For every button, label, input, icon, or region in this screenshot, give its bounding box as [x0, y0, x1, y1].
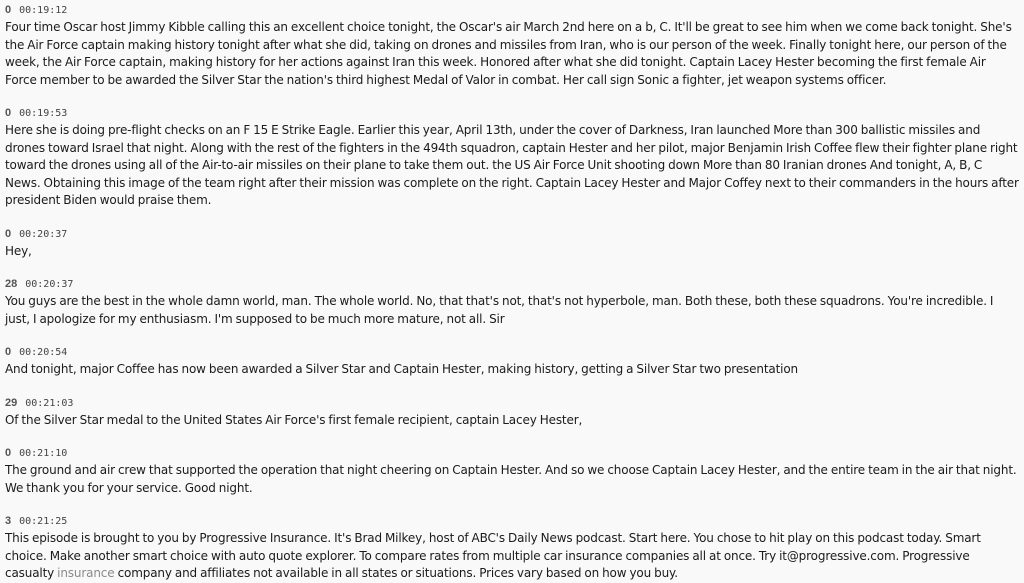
timestamp[interactable]: 00:20:54	[19, 347, 68, 358]
segment-meta	[5, 513, 1019, 530]
segment-text[interactable]: You guys are the best in the whole damn world, man. The whole world. No, that that's not, that's not hyperbole, man. Both these, both these squadrons. You're incredible. I just, I apologize for my enthusiasm. I'm supposed to be much more mature, not all. Sir	[5, 294, 994, 326]
timestamp[interactable]: 00:20:37	[25, 279, 74, 290]
transcript-segment	[5, 445, 1019, 497]
segment-meta	[5, 344, 1019, 361]
segment-meta	[5, 276, 1019, 293]
segment-text-part: company and affiliates not available in all states or situations. Prices vary based on how you buy.	[114, 566, 678, 580]
segment-text[interactable]: The ground and air crew that supported the operation that night cheering on Captain Hester. And so we choose Captain Lacey Hester, and the entire team in the air that night. We thank you for your service. Good night.	[5, 463, 1017, 495]
segment-meta	[5, 2, 1019, 19]
segment-text-part: This episode is brought to you by Progressive Insurance. It's Brad Milkey, host of ABC's Daily News podcast. Start here. You chose to hit play on this podcast today. Smart choice. Make another smart choice with auto quote explorer. To compare rates from multiple car insurance companies all at once. Try it@progressive.com. Progressive casualty	[5, 531, 981, 580]
timestamp[interactable]: 00:21:10	[19, 448, 68, 459]
timestamp[interactable]: 00:19:12	[19, 5, 68, 16]
transcript-segment	[5, 2, 1019, 89]
speaker-label[interactable]: 0	[5, 4, 12, 16]
segment-text[interactable]: Hey,	[5, 243, 32, 258]
speaker-label[interactable]: 28	[5, 278, 18, 290]
speaker-label[interactable]: 0	[5, 346, 12, 358]
timestamp[interactable]: 00:19:53	[19, 108, 68, 119]
transcript-segment	[5, 344, 1019, 379]
segment-meta	[5, 395, 1019, 412]
timestamp[interactable]: 00:21:03	[25, 397, 74, 409]
transcript-segment	[5, 276, 1019, 328]
transcript-segment	[5, 105, 1019, 210]
segment-text[interactable]: Of the Silver Star medal to the United States Air Force's first female recipient, captain Lacey Hester,	[5, 412, 583, 427]
speaker-label[interactable]: 0	[5, 447, 12, 459]
speaker-label[interactable]: 3	[5, 515, 12, 527]
speaker-label[interactable]: 0	[5, 227, 12, 240]
segment-text[interactable]: And tonight, major Coffee has now been awarded a Silver Star and Captain Hester, making history, getting a Silver Star two presentation	[5, 362, 798, 376]
segment-meta	[5, 226, 1019, 243]
transcript	[0, 2, 1019, 583]
segment-meta	[5, 105, 1019, 122]
segment-text-highlight: insurance	[57, 566, 115, 580]
segment-text[interactable]: Four time Oscar host Jimmy Kibble calling this an excellent choice tonight, the Oscar's air March 2nd here on a b, C. It'll be great to see him when we come back tonight. She's the Air Force captain making history tonight after what she did, taking on drones and missiles from Iran, who is our person of the week. Finally tonight here, our person of the week, the Air Force captain, making history for her actions against Iran this week. Honored after what she did tonight. Captain Lacey Hester becoming the first female Air Force member to be awarded the Silver Star the nation's third highest Medal of Valor in combat. Her call sign Sonic a fighter, jet weapon systems officer.	[5, 20, 1012, 87]
segment-meta	[5, 445, 1019, 462]
speaker-label[interactable]: 0	[5, 107, 12, 119]
transcript-segment	[5, 226, 1019, 261]
timestamp[interactable]: 00:21:25	[19, 516, 68, 527]
segment-text[interactable]	[5, 530, 1019, 583]
speaker-label[interactable]: 29	[5, 396, 18, 409]
segment-text[interactable]: Here she is doing pre-flight checks on an F 15 E Strike Eagle. Earlier this year, April 13th, under the cover of Darkness, Iran launched More than 300 ballistic missiles and drones toward Israel that night. Along with the rest of the fighters in the 494th squadron, captain Hester and her pilot, major Benjamin Irish Coffee flew their fighter plane right toward the drones using all of the Air-to-air missiles on their plane to take them out. the US Air Force Unit shooting down More than 80 Iranian drones And tonight, A, B, C News. Obtaining this image of the team right after their mission was complete on the right. Captain Lacey Hester and Major Coffey next to their commanders in the hours after president Biden would praise them.	[5, 123, 1019, 207]
timestamp[interactable]: 00:20:37	[19, 228, 68, 240]
transcript-segment	[5, 395, 1019, 430]
